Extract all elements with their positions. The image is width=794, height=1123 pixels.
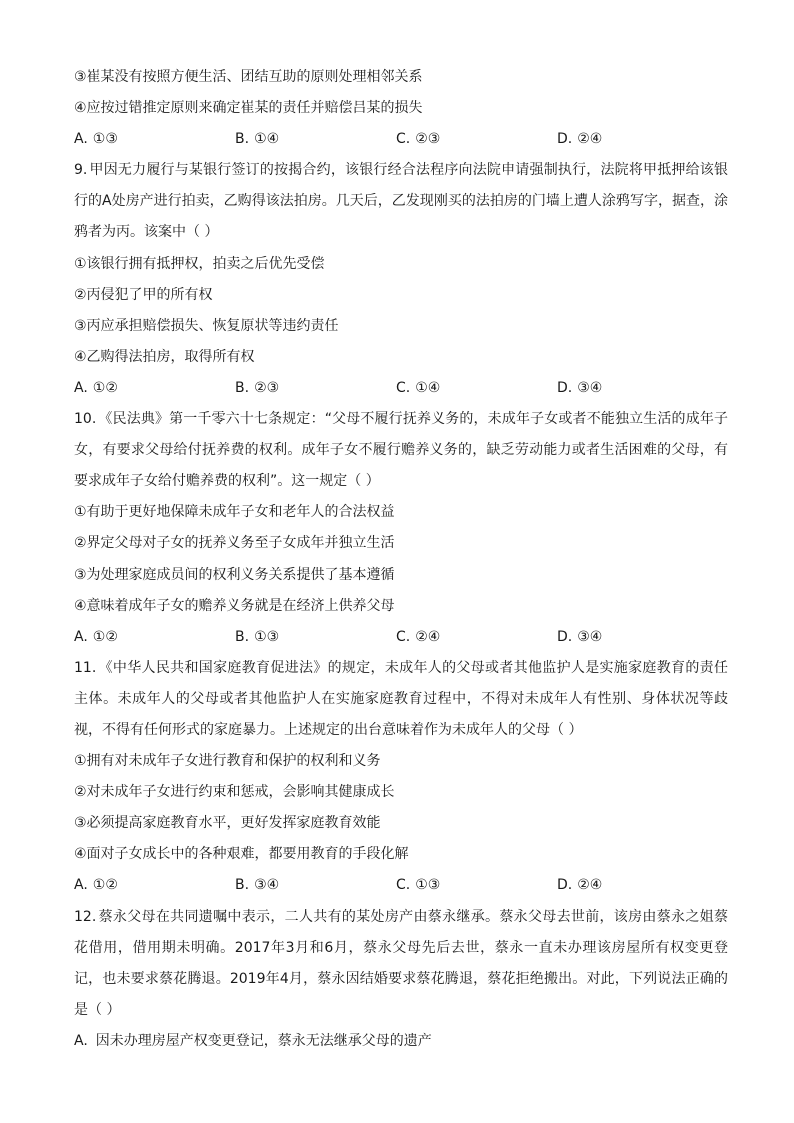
answer-choices (74, 124, 728, 155)
option-item: ④面对子女成长中的各种艰难，都要用教育的手段化解 (74, 846, 409, 863)
choice-b: B. ③④ (235, 877, 280, 894)
option-item: ③丙应承担赔偿损失、恢复原状等违约责任 (74, 317, 339, 334)
option-item: ④意味着成年子女的赡养义务就是在经济上供养父母 (74, 597, 395, 614)
choice-d: D. ③④ (557, 379, 603, 396)
exam-page (74, 62, 728, 1057)
choice-c: C. ②③ (396, 131, 441, 148)
choice-d: D. ②④ (557, 131, 603, 148)
choice-b: B. ①③ (235, 628, 280, 645)
choice-a-full: A. 因未办理房屋产权变更登记，蔡永无法继承父母的遗产 (74, 1032, 432, 1049)
question-12-stem: 12. 蔡永父母在共同遗嘱中表示，二人共有的某处房产由蔡永继承。蔡永父母去世前，该房由蔡永之姐蔡花借用，借用期未明确。2017年3月和6月，蔡永父母先后去世，蔡永一直未办理该房屋所有权变更登记，也未要求蔡花腾退。2019年4月，蔡永因结婚要求蔡花腾退，蔡花拒绝搬出。对此，下列说法正确的是（ ） (74, 908, 728, 1018)
option-item: ②界定父母对子女的抚养义务至子女成年并独立生活 (74, 535, 395, 552)
choice-c: C. ①④ (396, 379, 441, 396)
answer-choices (74, 622, 728, 653)
option-item: ②丙侵犯了甲的所有权 (74, 286, 213, 303)
choice-b: B. ①④ (235, 131, 280, 148)
option-item: ④乙购得法拍房，取得所有权 (74, 348, 255, 365)
choice-a: A. ①② (74, 379, 118, 396)
option-item: ④应按过错推定原则来确定崔某的责任并赔偿吕某的损失 (74, 100, 423, 117)
option-item: ②对未成年子女进行约束和惩戒，会影响其健康成长 (74, 784, 395, 801)
answer-choices (74, 870, 728, 901)
choice-b: B. ②③ (235, 379, 280, 396)
choice-a: A. ①③ (74, 131, 118, 148)
choice-c: C. ①③ (396, 877, 441, 894)
choice-a: A. ①② (74, 877, 118, 894)
choice-c: C. ②④ (396, 628, 441, 645)
choice-d: D. ②④ (557, 877, 603, 894)
option-item: ③崔某没有按照方便生活、团结互助的原则处理相邻关系 (74, 69, 423, 85)
option-item: ③必须提高家庭教育水平，更好发挥家庭教育效能 (74, 815, 381, 832)
option-item: ①该银行拥有抵押权，拍卖之后优先受偿 (74, 255, 325, 272)
choice-a: A. ①② (74, 628, 118, 645)
answer-choices (74, 373, 728, 404)
option-item: ③为处理家庭成员间的权利义务关系提供了基本遵循 (74, 566, 395, 583)
question-10-stem: 10. 《民法典》第一千零六十七条规定：“父母不履行抚养义务的，未成年子女或者不能独立生活的成年子女，有要求父母给付抚养费的权利。成年子女不履行赡养义务的，缺乏劳动能力或者生活困难的父母，有要求成年子女给付赡养费的权利”。这一规定（ ） (74, 411, 728, 490)
option-item: ①拥有对未成年子女进行教育和保护的权利和义务 (74, 753, 381, 770)
choice-d: D. ③④ (557, 628, 603, 645)
question-11-stem: 11. 《中华人民共和国家庭教育促进法》的规定，未成年人的父母或者其他监护人是实施家庭教育的责任主体。未成年人的父母或者其他监护人在实施家庭教育过程中，不得对未成年人有性别、身体状况等歧视，不得有任何形式的家庭暴力。上述规定的出台意味着作为未成年人的父母（ ） (74, 659, 728, 738)
question-9-stem: 9. 甲因无力履行与某银行签订的按揭合约，该银行经合法程序向法院申请强制执行，法院将甲抵押给该银行的A处房产进行拍卖，乙购得该法拍房。几天后，乙发现刚买的法拍房的门墙上遭人涂鸦写字，据查，涂鸦者为丙。该案中（ ） (74, 162, 728, 241)
option-item: ①有助于更好地保障未成年子女和老年人的合法权益 (74, 504, 395, 521)
